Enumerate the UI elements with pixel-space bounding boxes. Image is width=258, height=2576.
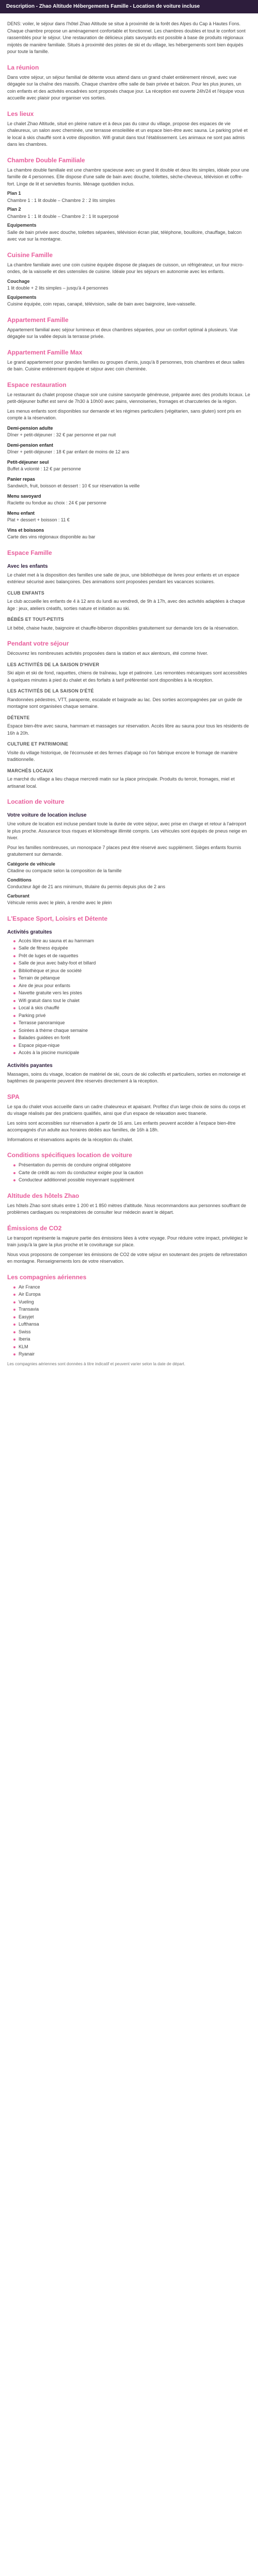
list-item — [14, 1042, 251, 1049]
bullet-icon — [13, 1000, 15, 1002]
bullet-icon — [13, 947, 15, 950]
bullet-icon — [13, 1037, 15, 1039]
list-item-text: Local à skis chauffé — [19, 1005, 59, 1010]
famille-group-text: Le club accueille les enfants de 4 à 12 ans du lundi au vendredi, de 9h à 17h, avec des activités adaptées à chaque âge : jeux, ateliers créatifs, sorties nature et initiation au ski. — [7, 599, 245, 611]
list-item-text: Salle de jeux avec baby-foot et billard — [19, 960, 96, 965]
bullet-icon — [13, 962, 15, 964]
bullet-icon — [13, 1346, 15, 1348]
intro-text: DENS: voiler, le séjour dans l'hôtel Zhao Altitude se situe à proximité de la forêt des Alpes du Cap à Hautes Fons. Chaque chambre propose un aménagement confortable et fonctionnel. Les chambres doubles et tout le confort sont rassemblés pour le séjour. Une restauration de délicieux plats savoyards est possible à base de produits régionaux mijotés de manière familiale. Situés à proximité des pistes de ski et du village, les hébergements sont bien équipés pour toute la famille. — [7, 21, 246, 54]
section-subtitle-famille: Avec les enfants — [7, 563, 48, 569]
bullet-icon — [13, 1338, 15, 1341]
espace-list — [7, 938, 251, 1057]
section-title-famille: Espace Famille — [7, 549, 52, 556]
list-item-text: Air France — [19, 1284, 40, 1290]
section-text-chambre: La chambre double familiale est une chambre spacieuse avec un grand lit double et deux lits simples, idéale pour une famille de 4 personnes. Elle dispose d'une salle de bain avec douche, toilettes, sèche-cheveux, télévision et coffre-fort. Linge de lit et serviettes fournis. Ménage quotidien inclus. — [7, 167, 249, 187]
voiture-block-title: Carburant — [7, 893, 30, 899]
section-text-voiture-2: Pour les familles nombreuses, un monospace 7 places peut être réservé avec supplément. Sièges enfants fournis gratuitement sur demande. — [7, 844, 241, 857]
conditions-list — [7, 1162, 251, 1184]
companies-list — [7, 1284, 251, 1358]
cuisine-block — [7, 294, 251, 308]
section-text-voiture: Une voiture de location est incluse pendant toute la durée de votre séjour, avec prise en charge et retour à l'aéroport le plus proche. Assurance tous risques et kilométrage illimité compris. Les véhicules sont équipés de pneus neige en hiver. — [7, 821, 247, 840]
price-title: Menu enfant — [7, 510, 35, 516]
section-text-appart-max: Le grand appartement pour grandes familles ou groupes d'amis, jusqu'à 8 personnes, trois chambres et deux salles de bain. Cuisine entièrement équipée et séjour avec coin cheminée. — [7, 359, 245, 371]
list-item — [14, 1005, 251, 1012]
list-item-text: Conducteur additionnel possible moyennant supplément — [19, 1177, 135, 1182]
section-title-voiture: Location de voiture — [7, 798, 64, 805]
price-block — [7, 527, 251, 541]
section-title-restauration: Espace restauration — [7, 381, 67, 388]
list-item — [14, 1344, 251, 1351]
list-item — [14, 1012, 251, 1020]
price-title: Menu savoyard — [7, 493, 41, 499]
section-text-altitude: Les hôtels Zhao sont situés entre 1 200 et 1 850 mètres d'altitude. Nous recommandons aux personnes souffrant de problèmes cardiaques ou respiratoires de consulter leur médecin avant le départ. — [7, 1202, 246, 1215]
list-item-text: Wifi gratuit dans tout le chalet — [19, 997, 80, 1003]
section-text-espace: Massages, soins du visage, location de matériel de ski, cours de ski collectifs et particuliers, sorties en motoneige et baptêmes de parapente peuvent être réservés directement à la réception. — [7, 1071, 246, 1083]
list-item-text: Transavia — [19, 1307, 39, 1312]
list-item-text: Aire de jeux pour enfants — [19, 982, 71, 988]
section-text-spa: Le spa du chalet vous accueille dans un cadre chaleureux et apaisant. Profitez d'un large choix de soins du corps et du visage réalisés par des praticiens qualifiés, ainsi que d'un espace de relaxation avec tisanerie. — [7, 1104, 246, 1116]
section-text-restauration-2: Les menus enfants sont disponibles sur demande et les régimes particuliers (végétarien, sans gluten) sont pris en compte à la réservation. — [7, 408, 241, 420]
section-title-spa: SPA — [7, 1093, 20, 1100]
bullet-icon — [13, 1164, 15, 1166]
list-item-text: Prêt de luges et de raquettes — [19, 953, 78, 958]
price-text: Sandwich, fruit, boisson et dessert : 10 € sur réservation la veille — [7, 483, 140, 488]
section-subtitle-voiture: Votre voiture de location incluse — [7, 812, 87, 818]
list-item — [14, 997, 251, 1005]
chambre-block-text: Chambre 1 : 1 lit double – Chambre 2 : 1 lit superposé — [7, 213, 119, 219]
list-item — [14, 1314, 251, 1321]
list-item-text: Air Europa — [19, 1292, 41, 1297]
section-text-appart-famille: Appartement familial avec séjour lumineux et deux chambres séparées, pour un confort optimal à plusieurs. Vue dégagée sur la vallée depuis la terrasse privée. — [7, 327, 238, 339]
voiture-block-text: Véhicule remis avec le plein, à rendre avec le plein — [7, 900, 112, 905]
bullet-icon — [13, 1022, 15, 1024]
list-item-text: Soirées à thème chaque semaine — [19, 1027, 88, 1033]
list-item-text: Carte de crédit au nom du conducteur exigée pour la caution — [19, 1170, 143, 1175]
bullet-icon — [13, 977, 15, 979]
list-item-text: Espace pique-nique — [19, 1042, 60, 1048]
price-title: Panier repas — [7, 476, 36, 482]
list-item-text: Salle de fitness équipée — [19, 945, 68, 951]
saison-group-text: Visite du village historique, de l'écomusée et des fermes d'alpage où l'on fabrique encore le fromage de manière traditionnelle. — [7, 750, 238, 762]
list-item — [14, 968, 251, 975]
page-title: Description - Zhao Altitude Hébergements Famille - Location de voiture incluse — [6, 4, 200, 9]
page-header — [0, 0, 258, 13]
bullet-icon — [13, 1030, 15, 1032]
price-title: Demi-pension adulte — [7, 425, 53, 431]
price-title: Petit-déjeuner seul — [7, 459, 49, 465]
list-item-text: Iberia — [19, 1336, 30, 1342]
price-text: Buffet à volonté : 12 € par personne — [7, 466, 81, 471]
list-item-text: Ryanair — [19, 1351, 35, 1357]
companies-note: Les compagnies aériennes sont données à titre indicatif et peuvent varier selon la date de départ. — [7, 1361, 186, 1366]
bullet-icon — [13, 1324, 15, 1326]
section-text-co2-2: Nous vous proposons de compenser les émissions de CO2 de votre séjour en soutenant des projets de reforestation en montagne. Renseignements lors de votre réservation. — [7, 1251, 247, 1264]
bullet-icon — [13, 1309, 15, 1311]
list-item — [14, 1291, 251, 1298]
price-block — [7, 459, 251, 473]
famille-group-text: Lit bébé, chaise haute, baignoire et chauffe-biberon disponibles gratuitement sur demande lors de la réservation. — [7, 625, 239, 631]
saison-group-text: Espace bien-être avec sauna, hammam et massages sur réservation. Accès libre au sauna pour tous les résidents de 16h à 20h. — [7, 723, 249, 736]
list-item-text: Balades guidées en forêt — [19, 1035, 70, 1040]
list-item — [14, 1177, 251, 1184]
bullet-icon — [13, 955, 15, 957]
section-title-chambre: Chambre Double Familiale — [7, 156, 85, 164]
price-block — [7, 476, 251, 490]
list-item — [14, 990, 251, 997]
chambre-block-text: Chambre 1 : 1 lit double – Chambre 2 : 2 lits simples — [7, 197, 116, 203]
list-item — [14, 1035, 251, 1042]
saison-group-text: Ski alpin et ski de fond, raquettes, chiens de traîneau, luge et patinoire. Les remontées mécaniques sont accessibles à quelques minutes à pied du chalet et des forfaits à tarif préférentiel sont disponibles à la réception. — [7, 670, 247, 683]
bullet-icon — [13, 1294, 15, 1296]
bullet-icon — [13, 1045, 15, 1047]
list-item — [14, 1321, 251, 1328]
section-text-famille: Le chalet met à la disposition des familles une salle de jeux, une bibliothèque de livres pour enfants et un espace extérieur sécurisé avec balançoires. Des animations sont proposées pendant les vacances scolaires. — [7, 572, 239, 584]
list-item — [14, 1336, 251, 1343]
price-block — [7, 510, 251, 524]
chambre-block-title: Plan 1 — [7, 191, 21, 196]
bullet-icon — [13, 1052, 15, 1054]
bullet-icon — [13, 1353, 15, 1355]
bullet-icon — [13, 992, 15, 994]
section-text-saison: Découvrez les nombreuses activités proposées dans la station et aux alentours, été comme hiver. — [7, 651, 208, 656]
list-item — [14, 1049, 251, 1057]
chambre-block-title: Equipements — [7, 223, 37, 228]
saison-group-title: LES ACTIVITÉS DE LA SAISON D'ÉTÉ — [7, 688, 94, 693]
section-subtitle-espace: Activités gratuites — [7, 929, 52, 935]
famille-group-title: BÉBÉS ET TOUT-PETITS — [7, 617, 64, 622]
list-item — [14, 953, 251, 960]
list-item — [14, 1027, 251, 1035]
section-title-espace: L'Espace Sport, Loisirs et Détente — [7, 914, 108, 922]
price-text: Dîner + petit-déjeuner : 18 € par enfant de moins de 12 ans — [7, 449, 130, 454]
price-text: Carte des vins régionaux disponible au bar — [7, 534, 95, 539]
list-item-text: Navette gratuite vers les pistes — [19, 990, 83, 995]
price-block — [7, 493, 251, 507]
saison-group-title: MARCHÉS LOCAUX — [7, 768, 53, 773]
list-item — [14, 945, 251, 952]
list-item-text: Swiss — [19, 1329, 31, 1334]
bullet-icon — [13, 940, 15, 942]
price-block — [7, 425, 251, 439]
section-title-reunion: La réunion — [7, 63, 39, 71]
chambre-block — [7, 222, 251, 243]
list-item — [14, 960, 251, 967]
cuisine-block — [7, 278, 251, 292]
list-item — [14, 1299, 251, 1306]
list-item-text: Easyjet — [19, 1314, 34, 1319]
section-title-cuisine: Cuisine Famille — [7, 251, 53, 259]
saison-group-text: Randonnées pédestres, VTT, parapente, escalade et baignade au lac. Des sorties accompagnées par un guide de montagne sont organisées chaque semaine. — [7, 697, 243, 709]
section-text-spa-3: Informations et réservations auprès de la réception du chalet. — [7, 1137, 134, 1142]
list-item — [14, 1162, 251, 1169]
list-item — [14, 982, 251, 990]
section-title-co2: Émissions de CO2 — [7, 1224, 62, 1232]
list-item-text: Accès à la piscine municipale — [19, 1050, 79, 1055]
section-text-restauration: Le restaurant du chalet propose chaque soir une cuisine savoyarde généreuse, préparée avec des produits locaux. Le petit-déjeuner buffet est servi de 7h30 à 10h00 avec pains, viennoiseries, fromages et charcuteries de la région. — [7, 392, 250, 404]
voiture-block-text: Conducteur âgé de 21 ans minimum, titulaire du permis depuis plus de 2 ans — [7, 884, 166, 889]
saison-group-title: DÉTENTE — [7, 715, 30, 720]
section-title-lieux: Les lieux — [7, 110, 34, 117]
list-item — [14, 1284, 251, 1291]
section-title-conditions: Conditions spécifiques location de voiture — [7, 1151, 133, 1159]
section-text-spa-2: Les soins sont accessibles sur réservation à partir de 16 ans. Les enfants peuvent accéder à l'espace bien-être accompagnés d'un adulte aux horaires dédiés aux familles, de 16h à 18h. — [7, 1120, 236, 1132]
list-item-text: Bibliothèque et jeux de société — [19, 968, 82, 973]
list-item — [14, 1329, 251, 1336]
list-item-text: Terrasse panoramique — [19, 1020, 65, 1025]
voiture-block — [7, 861, 251, 875]
bullet-icon — [13, 1179, 15, 1181]
section-title-appart-famille: Appartement Famille — [7, 316, 69, 324]
list-item-text: Terrain de pétanque — [19, 975, 60, 980]
saison-group-text: Le marché du village a lieu chaque mercredi matin sur la place principale. Produits du terroir, fromages, miel et artisanat local. — [7, 776, 235, 789]
bullet-icon — [13, 1316, 15, 1318]
bullet-icon — [13, 985, 15, 987]
section-title-appart-max: Appartement Famille Max — [7, 348, 83, 356]
list-item — [14, 975, 251, 982]
voiture-block-title: Catégorie de véhicule — [7, 861, 56, 867]
bullet-icon — [13, 1172, 15, 1174]
list-item — [14, 1306, 251, 1313]
section-title-altitude: Altitude des hôtels Zhao — [7, 1192, 79, 1199]
section-title-saison: Pendant votre séjour — [7, 640, 69, 647]
price-text: Raclette ou fondue au choix : 24 € par personne — [7, 500, 107, 505]
list-item — [14, 938, 251, 945]
bullet-icon — [13, 1301, 15, 1303]
saison-group-title: LES ACTIVITÉS DE LA SAISON D'HIVER — [7, 662, 100, 667]
list-item-text: Parking privé — [19, 1012, 46, 1018]
price-text: Dîner + petit-déjeuner : 32 € par personne et par nuit — [7, 432, 116, 437]
section-text-reunion: Dans votre séjour, un séjour familial de détente vous attend dans un grand chalet entièrement rénové, avec vue dégagée sur la chaîne des massifs. Chaque chambre offre salle de bain privée et balcon. Pour les plus jeunes, un coin enfants et des activités encadrées sont proposés chaque jour. La réception est ouverte 24h/24 et l'équipe vous accueille avec plaisir pour organiser vos sorties. — [7, 74, 245, 100]
bullet-icon — [13, 1015, 15, 1017]
list-item-text: KLM — [19, 1344, 28, 1349]
list-item — [14, 1170, 251, 1177]
cuisine-block-text: 1 lit double + 2 lits simples – jusqu'à 4 personnes — [7, 285, 108, 291]
price-title: Vins et boissons — [7, 527, 44, 533]
list-item-text: Présentation du permis de conduire original obligatoire — [19, 1162, 131, 1167]
section-title-companies: Les compagnies aériennes — [7, 1273, 87, 1281]
section-text-co2: Le transport représente la majeure partie des émissions liées à votre voyage. Pour réduire votre impact, privilégiez le train jusqu'à la gare la plus proche et le covoiturage sur place. — [7, 1235, 248, 1247]
bullet-icon — [13, 1286, 15, 1289]
list-item-text: Accès libre au sauna et au hammam — [19, 938, 94, 943]
cuisine-block-title: Couchage — [7, 278, 30, 284]
famille-group-title: CLUB ENFANTS — [7, 590, 44, 596]
price-text: Plat + dessert + boisson : 11 € — [7, 517, 70, 522]
bullet-icon — [13, 970, 15, 972]
cuisine-block-title: Equipements — [7, 294, 37, 300]
chambre-block — [7, 206, 251, 220]
section-text-cuisine: La chambre familiale avec une coin cuisine équipée dispose de plaques de cuisson, un réfrigérateur, un four micro-ondes, de la vaisselle et des ustensiles de cuisine. Idéale pour les séjours en autonomie avec les enfants. — [7, 262, 244, 274]
voiture-block-title: Conditions — [7, 877, 31, 883]
bullet-icon — [13, 1331, 15, 1333]
list-item-text: Vueling — [19, 1299, 34, 1304]
cuisine-block-text: Cuisine équipée, coin repas, canapé, télévision, salle de bain avec baignoire, lave-vaisselle. — [7, 301, 197, 307]
price-title: Demi-pension enfant — [7, 442, 54, 448]
list-item-text: Lufthansa — [19, 1321, 39, 1327]
saison-group-title: CULTURE ET PATRIMOINE — [7, 741, 69, 747]
section-text-lieux: Le chalet Zhao Altitude, situé en pleine nature et à deux pas du cœur du village, propose des espaces de vie chaleureux, un salon avec cheminée, une terrasse ensoleillée et un espace bien-être avec sauna. Le parking privé et le local à skis chauffé sont à votre disposition. Wifi gratuit dans tout l'établissement. Les animaux ne sont pas admis dans les chambres. — [7, 121, 248, 147]
section-subtitle-espace-2: Activités payantes — [7, 1062, 53, 1069]
chambre-block-text: Salle de bain privée avec douche, toilettes séparées, télévision écran plat, téléphone, bouilloire, chauffage, balcon avec vue sur la montagne. — [7, 229, 242, 242]
price-block — [7, 442, 251, 456]
chambre-block — [7, 190, 251, 204]
voiture-block — [7, 877, 251, 891]
chambre-block-title: Plan 2 — [7, 207, 21, 212]
list-item — [14, 1351, 251, 1358]
description-content — [0, 13, 258, 1380]
voiture-block — [7, 893, 251, 907]
list-item — [14, 1020, 251, 1027]
voiture-block-text: Citadine ou compacte selon la composition de la famille — [7, 868, 122, 873]
bullet-icon — [13, 1007, 15, 1009]
